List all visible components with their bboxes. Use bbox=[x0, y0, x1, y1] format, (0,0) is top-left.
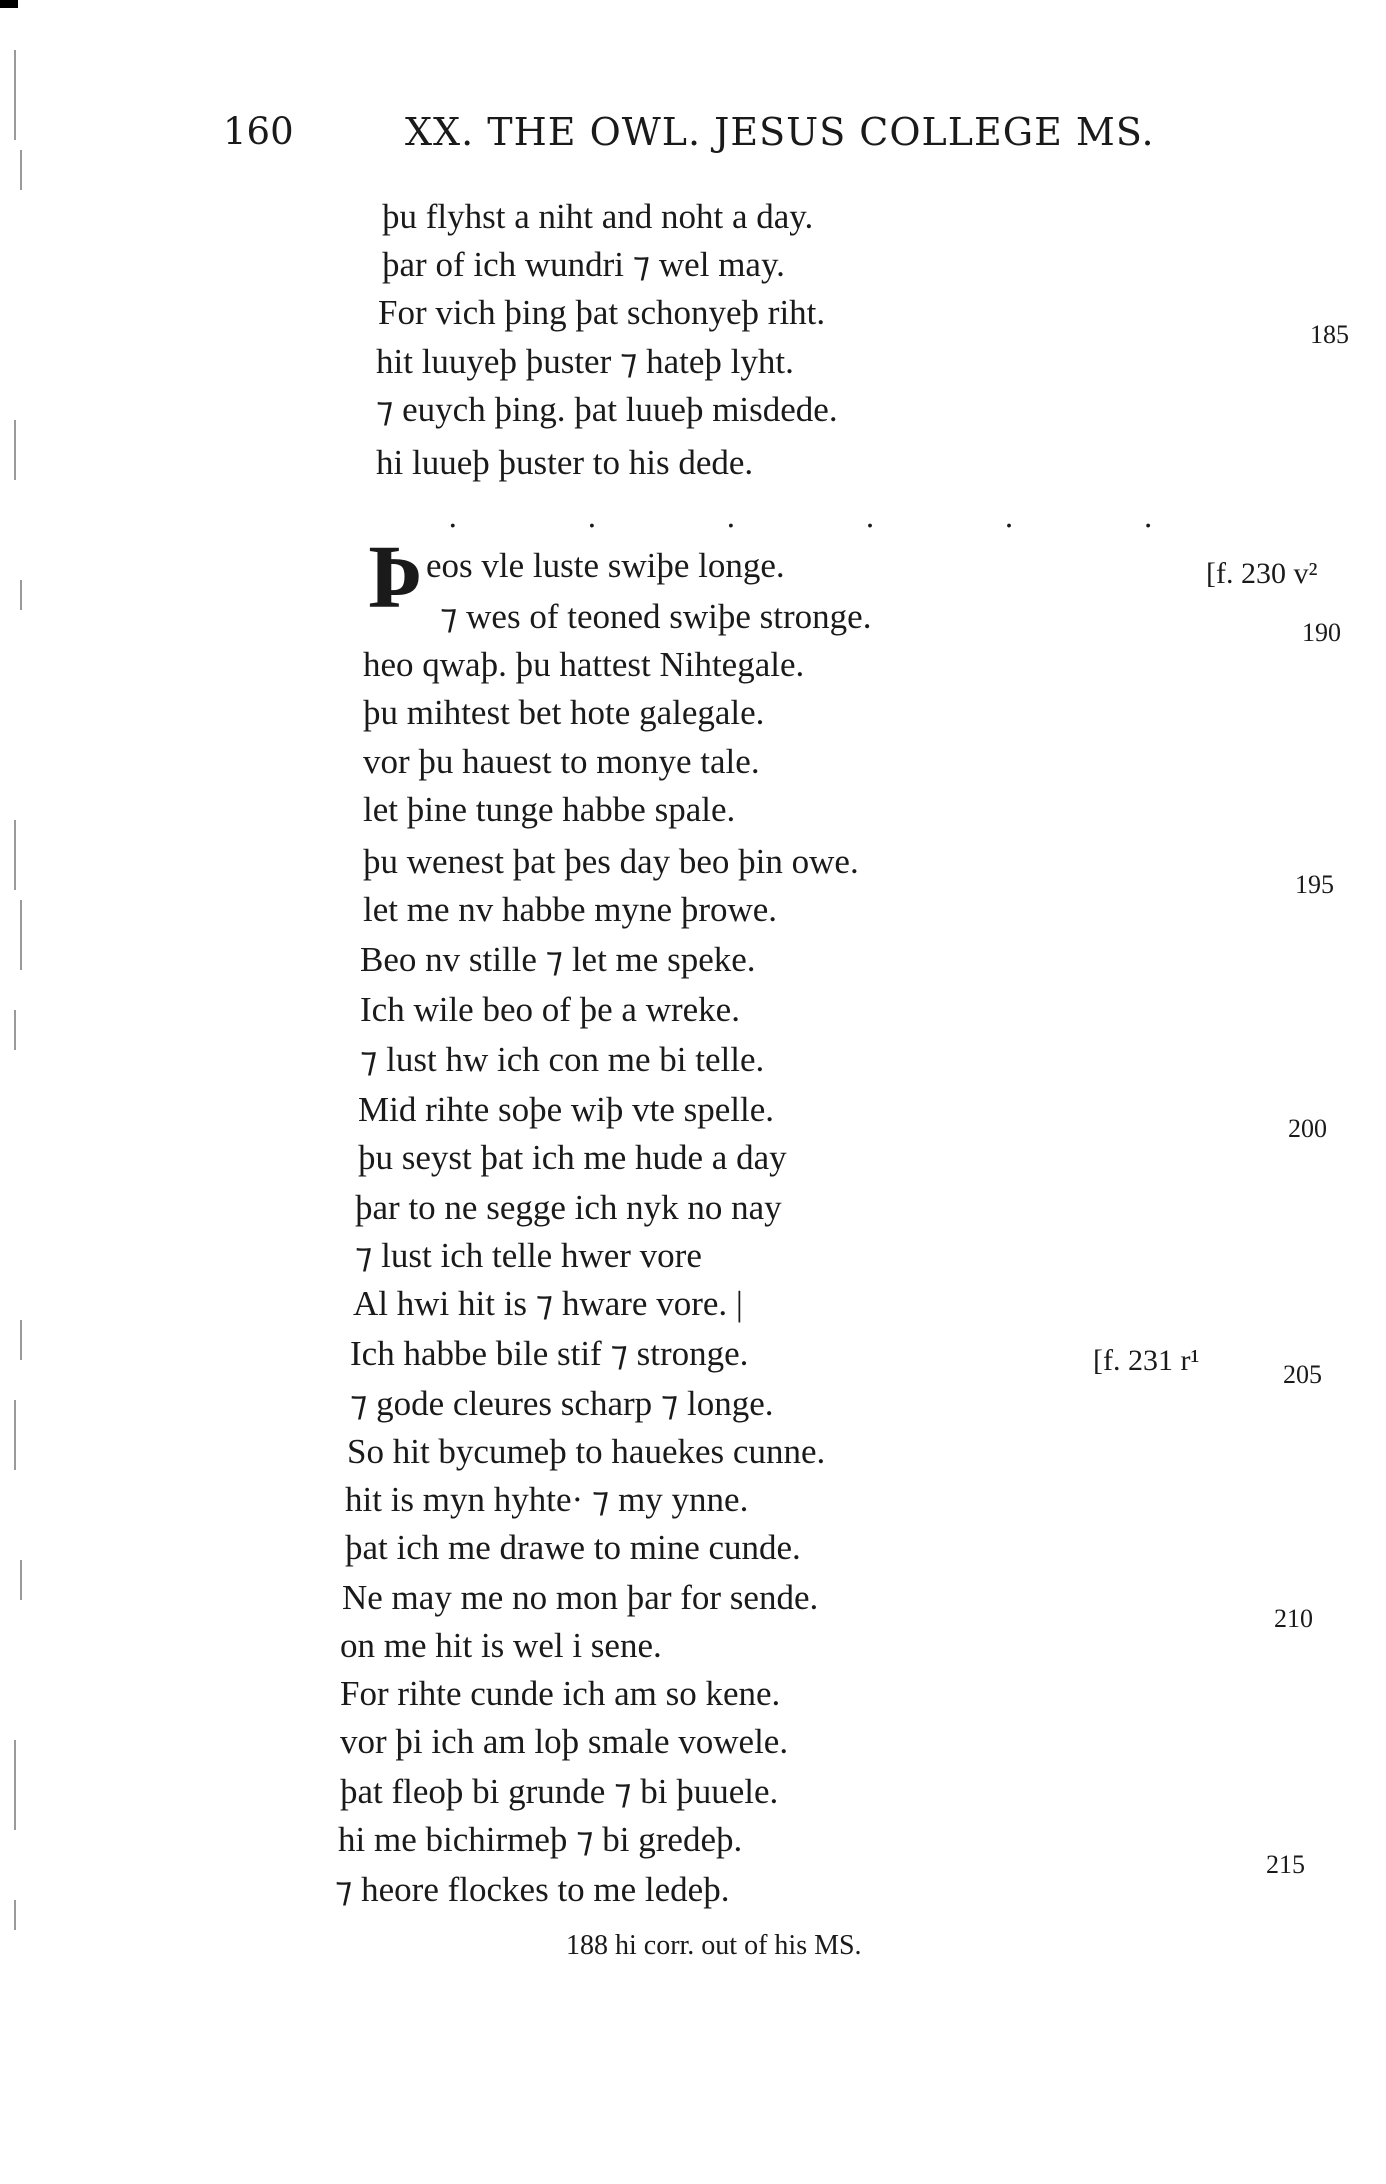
verse-line: on me hit is wel i sene. bbox=[340, 1626, 662, 1665]
verse-line: þar to ne segge ich nyk no nay bbox=[355, 1188, 782, 1227]
verse-line: ⁊ gode cleures scharp ⁊ longe. bbox=[350, 1384, 774, 1423]
verse-line: hi me bichirmeþ ⁊ bi gredeþ. bbox=[338, 1820, 743, 1859]
verse-line: ⁊ euych þing. þat luueþ misdede. bbox=[376, 390, 838, 429]
verse-line: ⁊ lust hw ich con me bi telle. bbox=[360, 1040, 765, 1079]
verse-line: Ich habbe bile stif ⁊ stronge. bbox=[350, 1334, 749, 1373]
footnote: 188 hi corr. out of his MS. bbox=[566, 1930, 862, 1961]
verse-line: heo qwaþ. þu hattest Nihtegale. bbox=[363, 645, 805, 684]
verse-line: vor þu hauest to monye tale. bbox=[363, 742, 760, 781]
verse-line: þu seyst þat ich me hude a day bbox=[358, 1138, 787, 1177]
running-title: XX. THE OWL. JESUS COLLEGE MS. bbox=[405, 110, 1155, 154]
line-number: 215 bbox=[1266, 1850, 1305, 1879]
line-number: 190 bbox=[1302, 618, 1341, 647]
line-number: 200 bbox=[1288, 1114, 1327, 1143]
verse-line: hit is myn hyhte· ⁊ my ynne. bbox=[345, 1480, 749, 1519]
verse-line: For rihte cunde ich am so kene. bbox=[340, 1674, 781, 1713]
verse-line: þu mihtest bet hote galegale. bbox=[363, 693, 765, 732]
verse-line: vor þi ich am loþ smale vowele. bbox=[340, 1722, 789, 1761]
verse-line: þar of ich wundri ⁊ wel may. bbox=[382, 245, 785, 284]
verse-line: ⁊ wes of teoned swiþe stronge. bbox=[440, 597, 872, 636]
folio-mark: [f. 230 v² bbox=[1206, 557, 1318, 590]
page-number: 160 bbox=[223, 110, 294, 153]
verse-line: eos vle luste swiþe longe. bbox=[426, 546, 785, 585]
verse-line: hi luueþ þuster to his dede. bbox=[376, 443, 754, 482]
verse-line: þat ich me drawe to mine cunde. bbox=[345, 1528, 801, 1567]
verse-line: ⁊ heore flockes to me ledeþ. bbox=[335, 1870, 730, 1909]
verse-line: þu wenest þat þes day beo þin owe. bbox=[363, 842, 859, 881]
verse-line: Beo nv stille ⁊ let me speke. bbox=[360, 940, 756, 979]
verse-line: let þine tunge habbe spale. bbox=[363, 790, 736, 829]
verse-line: Ich wile beo of þe a wreke. bbox=[360, 990, 740, 1029]
line-number: 210 bbox=[1274, 1604, 1313, 1633]
drop-cap: Þ bbox=[368, 528, 423, 627]
verse-line: Al hwi hit is ⁊ hware vore. | bbox=[353, 1284, 743, 1323]
line-number: 185 bbox=[1310, 320, 1349, 349]
line-number: 195 bbox=[1295, 870, 1334, 899]
verse-line: hit luuyeþ þuster ⁊ hateþ lyht. bbox=[376, 342, 794, 381]
verse-line: ⁊ lust ich telle hwer vore bbox=[355, 1236, 702, 1275]
verse-line: Mid rihte soþe wiþ vte spelle. bbox=[358, 1090, 775, 1129]
verse-line: Ne may me no mon þar for sende. bbox=[342, 1578, 819, 1617]
verse-line: For vich þing þat schonyeþ riht. bbox=[378, 293, 826, 332]
verse-line: þat fleoþ bi grunde ⁊ bi þuuele. bbox=[340, 1772, 779, 1811]
verse-line: So hit bycumeþ to hauekes cunne. bbox=[347, 1432, 826, 1471]
verse-line: þu flyhst a niht and noht a day. bbox=[382, 197, 814, 236]
verse-line: let me nv habbe myne þrowe. bbox=[363, 890, 778, 929]
line-number: 205 bbox=[1283, 1360, 1322, 1389]
folio-mark: [f. 231 r¹ bbox=[1093, 1344, 1200, 1377]
ellipsis-marks: . . . . . . bbox=[448, 500, 1213, 535]
